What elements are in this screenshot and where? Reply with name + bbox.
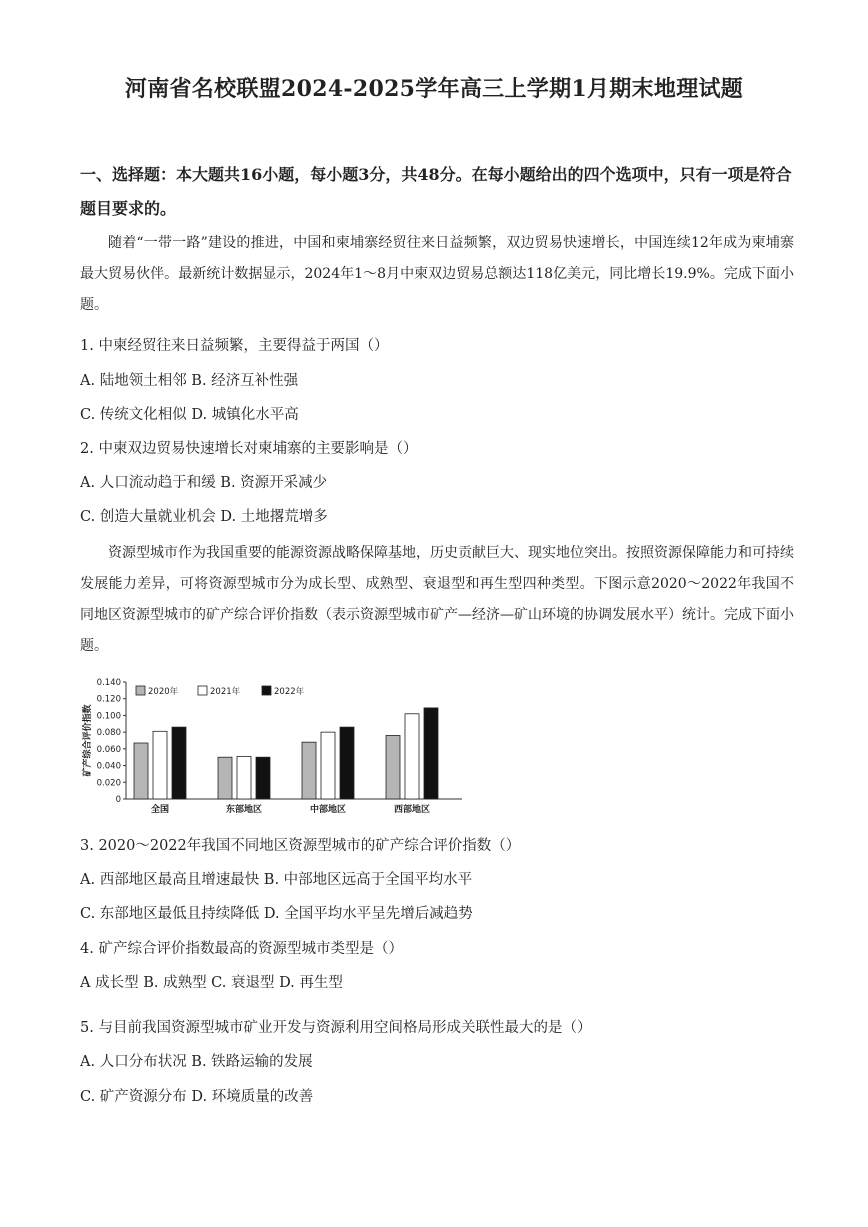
question-2-options-ab: A. 人口流动趋于和缓 B. 资源开采减少: [80, 475, 328, 491]
bar-2021年: [153, 731, 167, 799]
x-category-label: 西部地区: [393, 805, 431, 815]
legend-swatch: [262, 686, 271, 695]
y-tick-label: 0: [115, 795, 121, 805]
question-2-stem: 2. 中柬双边贸易快速增长对柬埔寨的主要影响是（）: [80, 441, 418, 457]
legend-swatch: [198, 686, 207, 695]
bar-chart: [80, 672, 470, 822]
bar-2020年: [302, 742, 316, 799]
y-tick-label: 0.140: [96, 678, 121, 688]
legend-label: 2020年: [148, 687, 179, 697]
bar-2022年: [172, 727, 186, 799]
bar-2021年: [405, 714, 419, 799]
question-1-options-cd: C. 传统文化相似 D. 城镇化水平高: [80, 407, 299, 423]
y-axis-label: 矿产综合评价指数: [83, 704, 93, 777]
bar-2021年: [237, 756, 251, 799]
y-tick-label: 0.080: [96, 728, 121, 739]
bar-2021年: [321, 732, 335, 799]
question-2-options-cd: C. 创造大量就业机会 D. 土地撂荒增多: [80, 509, 328, 525]
question-5-options-ab: A. 人口分布状况 B. 铁路运输的发展: [80, 1054, 313, 1070]
bar-2020年: [134, 743, 148, 799]
x-category-label: 东部地区: [225, 805, 263, 815]
question-5-stem: 5. 与目前我国资源型城市矿业开发与资源利用空间格局形成关联性最大的是（）: [80, 1020, 592, 1036]
bar-2022年: [256, 757, 270, 799]
legend-label: 2021年: [210, 687, 241, 697]
bar-2022年: [340, 727, 354, 799]
question-5-options-cd: C. 矿产资源分布 D. 环境质量的改善: [80, 1089, 314, 1105]
question-1-stem: 1. 中柬经贸往来日益频繁，主要得益于两国（）: [80, 338, 389, 354]
bar-2020年: [386, 735, 400, 799]
question-4-options: A 成长型 B. 成熟型 C. 衰退型 D. 再生型: [80, 975, 343, 991]
question-4-stem: 4. 矿产综合评价指数最高的资源型城市类型是（）: [80, 941, 403, 957]
page-title: 河南省名校联盟2024-2025学年高三上学期1月期末地理试题: [124, 76, 744, 102]
section-heading: 一、选择题：本大题共16小题，每小题3分，共48分。在每小题给出的四个选项中，只有一项是符合题目要求的。: [80, 165, 792, 218]
bar-chart-svg: [80, 672, 470, 822]
passage-2: 资源型城市作为我国重要的能源资源战略保障基地，历史贡献巨大、现实地位突出。按照资源保障能力和可持续发展能力差异，可将资源型城市分为成长型、成熟型、衰退型和再生型四种类型。下图示意2020～2022年我国不同地区资源型城市的矿产综合评价指数（表示资源型城市矿产—经济—矿山环境的协调发展水平）统计。完成下面小题。: [80, 545, 794, 654]
y-tick-label: 0.100: [96, 711, 121, 722]
y-tick-label: 0.020: [96, 778, 121, 789]
bar-2020年: [218, 757, 232, 799]
legend-label: 2022年: [274, 687, 305, 697]
question-3-stem: 3. 2020～2022年我国不同地区资源型城市的矿产综合评价指数（）: [80, 838, 521, 854]
question-3-options-ab: A. 西部地区最高且增速最快 B. 中部地区远高于全国平均水平: [80, 872, 473, 888]
x-category-label: 全国: [150, 805, 170, 815]
legend-swatch: [136, 686, 145, 695]
passage-1: 随着“一带一路”建设的推进，中国和柬埔寨经贸往来日益频繁，双边贸易快速增长，中国连续12年成为柬埔寨最大贸易伙伴。最新统计数据显示，2024年1～8月中柬双边贸易总额达118亿美元，同比增长19.9%。完成下面小题。: [80, 235, 794, 313]
x-category-label: 中部地区: [309, 805, 347, 815]
y-tick-label: 0.120: [96, 694, 121, 705]
question-3-options-cd: C. 东部地区最低且持续降低 D. 全国平均水平呈先增后减趋势: [80, 906, 473, 922]
bar-2022年: [424, 708, 438, 799]
question-1-options-ab: A. 陆地领土相邻 B. 经济互补性强: [80, 373, 299, 389]
y-tick-label: 0.040: [96, 761, 121, 772]
y-tick-label: 0.060: [96, 744, 121, 755]
